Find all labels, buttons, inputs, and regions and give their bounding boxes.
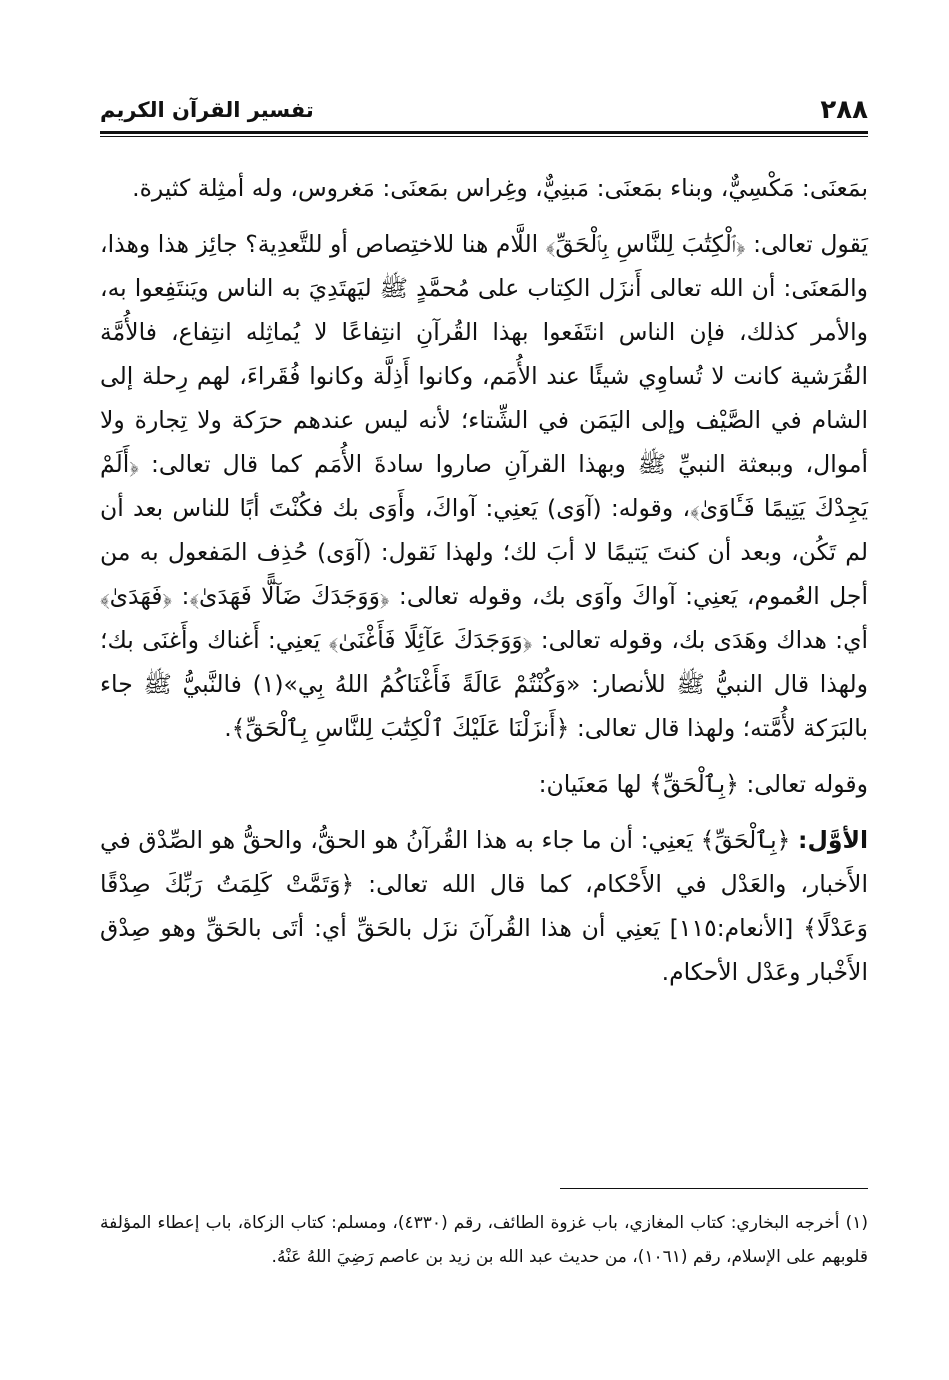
paragraph-gap bbox=[100, 750, 868, 762]
page-number: ٢٨٨ bbox=[820, 95, 868, 125]
main-text bbox=[100, 166, 868, 994]
paragraph-4-lead: الأوَّل: bbox=[798, 826, 868, 854]
paragraph-4-text: ﴿بِٱلْحَقِّ﴾ يَعنِي: أن ما جاء به هذا القُرآنُ هو الحقُّ، والحقُّ هو الصِّدْق في الأَخبار، والعَدْل في الأَحْكام، كما قال الله تعالى: ﴿وَتَمَّتْ كَلِمَتُ رَبِّكَ صِدْقًا وَعَدْلًا﴾ [الأنعام:١١٥] يَعنِي أن هذا القُرآنَ نزَل بالحَقِّ أي: أتَى بالحَقِّ وهو صِدْق الأَخْبار وعَدْل الأحكام. bbox=[100, 826, 869, 986]
paragraph-gap bbox=[100, 806, 868, 818]
paragraph-3: وقوله تعالى: ﴿بِٱلْحَقِّ﴾ لها مَعنَيان: bbox=[538, 770, 868, 798]
header-rule bbox=[100, 131, 868, 134]
paragraph-gap bbox=[100, 210, 868, 222]
paragraph-2: يَقول تعالى: ﴿ٱلْكِتَٰبَ لِلنَّاسِ بِٱلْحَقِّ﴾ اللَّام هنا للاختِصاص أو للتَّعدِية؟ جائِز هذا وهذا، والمَعنَى: أن الله تعالى أَنزَل الكِتاب على مُحمَّدٍ ﷺ ليَهتَدِيَ به الناس ويَنتَفِعوا به، والأمر كذلك، فإن الناس انتَفَعوا بهذا القُرآنِ انتِفاعًا لا يُماثِله انتِفاع، فالأُمَّة القُرَشية كانت لا تُساوِي شيئًا عند الأُمَم، وكانوا أَذِلَّة وكانوا فُقَراءَ، لهم رِحلة إلى الشام في الصَّيْف وإلى اليَمَن في الشِّتاء؛ لأنه ليس عندهم حرَكة ولا تِجارة ولا أموال، وببعثة النبيِّ ﷺ وبهذا القرآنِ صاروا سادةَ الأُمَم كما قال تعالى: ﴿أَلَمْ يَجِدْكَ يَتِيمًا فَـَٔاوَىٰ﴾، وقوله: (آوَى) يَعنِي: آواكَ، وأَوَى بك فكُنْتَ أبًا للناس بعد أن لم تَكُن، وبعد أن كنتَ يَتيمًا لا أبَ لك؛ ولهذا نَقول: (آوَى) حُذِف المَفعول به من أجل العُموم، يَعنِي: آواكَ وآوَى بك، وقوله تعالى: ﴿وَوَجَدَكَ ضَآلًّا فَهَدَىٰ﴾: ﴿فَهَدَىٰ﴾ أي: هداك وهَدَى بك، وقوله تعالى: ﴿وَوَجَدَكَ عَآئِلًا فَأَغْنَىٰ﴾ يَعنِي: أَغناك وأَغنَى بك؛ ولهذا قال النبيُّ ﷺ للأنصار: «وَكُنْتُمْ عَالَةً فَأَغْنَاكُمُ اللهُ بِي»(١) فالنَّبيُّ ﷺ جاء بالبَرَكة لأُمَّته؛ ولهذا قال تعالى: ﴿أَنزَلْنَا عَلَيْكَ ٱلْكِتَٰبَ لِلنَّاسِ بِٱلْحَقِّ﴾. bbox=[100, 230, 868, 742]
footnotes bbox=[100, 1206, 868, 1274]
running-title: تفسير القرآن الكريم bbox=[100, 98, 314, 122]
header-rule-thin bbox=[100, 136, 868, 137]
page-header bbox=[100, 92, 868, 128]
paragraph-1: بمَعنَى: مَكْسِيٌّ، وبناء بمَعنَى: مَبنِيٌّ، وغِراس بمَعنَى: مَغروس، وله أمثِلة كثيرة. bbox=[132, 174, 868, 202]
footnote-rule bbox=[560, 1188, 868, 1189]
paragraph-4 bbox=[100, 818, 868, 994]
footnote-1: (١) أخرجه البخاري: كتاب المغازي، باب غزوة الطائف، رقم (٤٣٣٠)، ومسلم: كتاب الزكاة، باب إعطاء المؤلفة قلوبهم على الإسلام، رقم (١٠٦١)، من حديث عبد الله بن زيد بن عاصم رَضِيَ اللهُ عَنْهُ. bbox=[100, 1213, 868, 1267]
